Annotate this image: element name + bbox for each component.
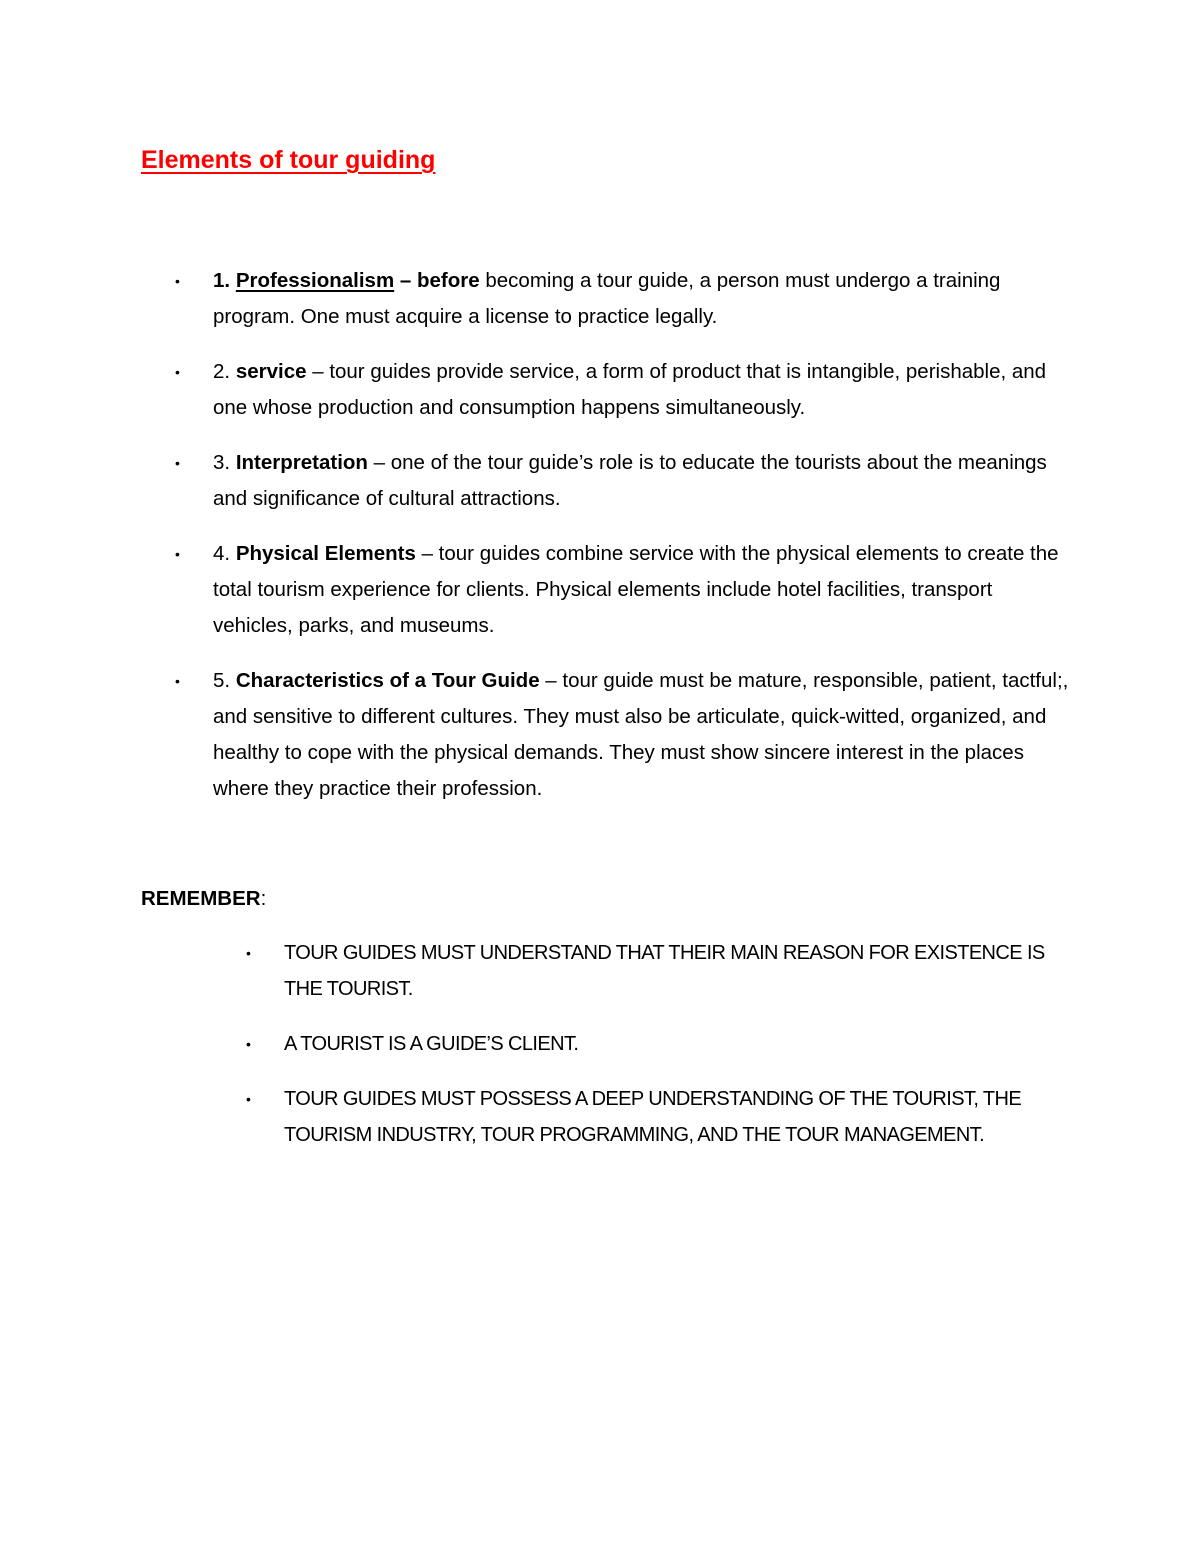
item-dash: – — [545, 669, 557, 692]
item-text: becoming a tour guide, a person must undergo a training program. One must acquire a license to practice legally. — [213, 269, 1001, 328]
item-dash: – — [312, 360, 324, 383]
list-item — [243, 935, 1083, 1007]
remember-list — [243, 935, 1083, 1172]
item-number: 3. — [213, 451, 231, 474]
item-term: Physical Elements — [235, 542, 416, 565]
list-item — [243, 1081, 1083, 1153]
item-text: one of the tour guide’s role is to educate the tourists about the meanings and significance of cultural attractions. — [213, 451, 1047, 510]
remember-label: REMEMBER — [141, 887, 261, 910]
item-number: 2. — [213, 360, 231, 383]
item-term: Professionalism — [235, 269, 395, 292]
elements-list — [172, 263, 1072, 826]
remember-text: TOUR GUIDES MUST POSSESS A DEEP UNDERSTANDING OF THE TOURIST, THE TOURISM INDUSTRY, TOUR PROGRAMMING, AND THE TOUR MANAGEMENT. — [284, 1088, 1022, 1146]
list-item — [172, 354, 1072, 426]
bullet: • — [175, 673, 180, 689]
remember-colon: : — [260, 887, 267, 910]
bullet: • — [246, 1036, 251, 1052]
item-text: tour guides provide service, a form of product that is intangible, perishable, and one whose production and consumption happens simultaneously. — [213, 360, 1047, 419]
item-lead: before — [417, 269, 480, 292]
list-item — [243, 1026, 1083, 1062]
bullet: • — [246, 1091, 251, 1107]
item-number: 5. — [213, 669, 231, 692]
item-text: tour guides combine service with the physical elements to create the total tourism experience for clients. Physical elements include hotel facilities, transport vehicles, parks, and museums. — [213, 542, 1059, 637]
bullet: • — [175, 546, 180, 562]
remember-text: A TOURIST IS A GUIDE’S CLIENT. — [284, 1033, 579, 1055]
item-number: 1. — [213, 269, 231, 292]
bullet: • — [175, 273, 180, 289]
list-item — [172, 536, 1072, 644]
remember-heading — [141, 882, 266, 916]
bullet: • — [175, 364, 180, 380]
list-item — [172, 263, 1072, 335]
list-item — [172, 663, 1072, 807]
item-dash: – — [373, 451, 386, 474]
item-term: service — [235, 360, 307, 383]
item-term: Characteristics of a Tour Guide — [235, 669, 540, 692]
bullet: • — [175, 455, 180, 471]
item-text: tour guide must be mature, responsible, patient, tactful;, and sensitive to different cultures. They must also be articulate, quick-witted, organized, and healthy to cope with the physical demands. They must show sincere interest in the places where they practice their profession. — [213, 669, 1069, 800]
bullet: • — [246, 945, 251, 961]
item-dash: – — [399, 269, 412, 292]
remember-text: TOUR GUIDES MUST UNDERSTAND THAT THEIR MAIN REASON FOR EXISTENCE IS THE TOURIST. — [284, 942, 1045, 1000]
item-number: 4. — [213, 542, 231, 565]
list-item — [172, 445, 1072, 517]
document-title: Elements of tour guiding — [141, 146, 436, 174]
item-dash: – — [421, 542, 433, 565]
item-term: Interpretation — [235, 451, 368, 474]
